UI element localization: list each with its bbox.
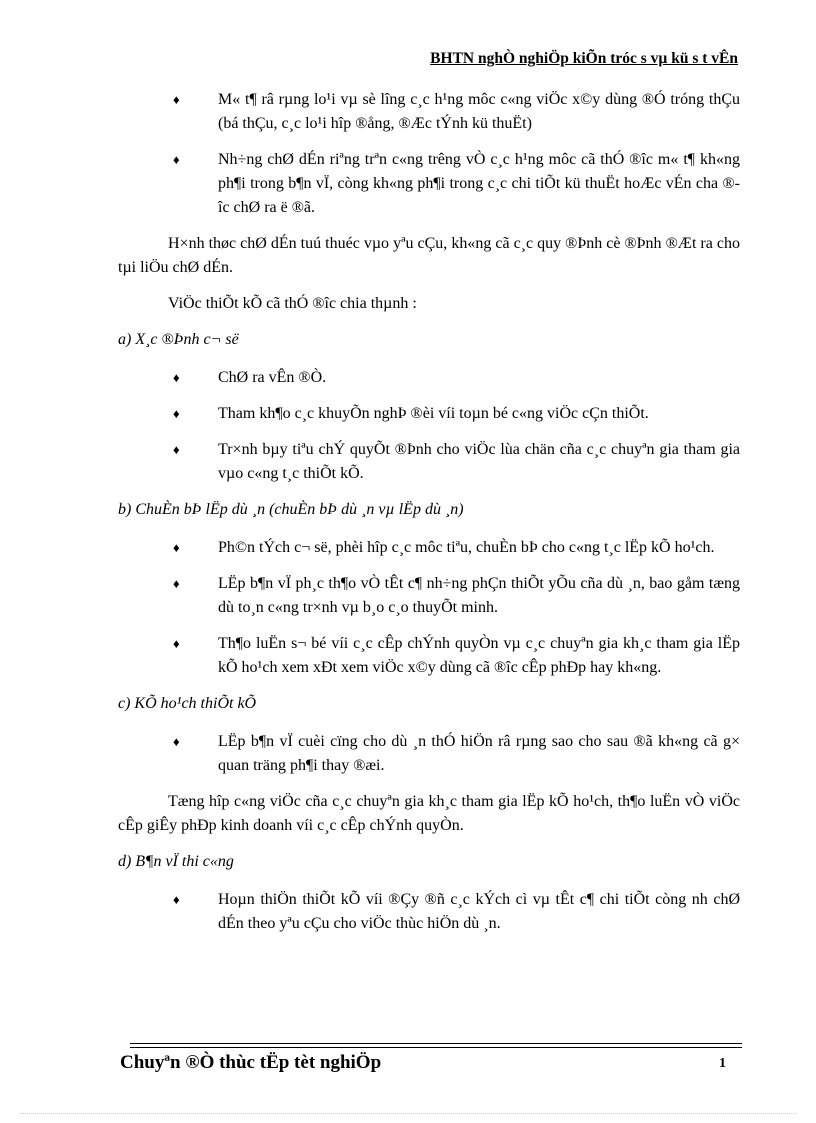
section-heading-b: b) ChuÈn bÞ lËp dù ¸n (chuÈn bÞ dù ¸n vµ lËp dù ¸n) bbox=[118, 501, 464, 518]
paragraph: ViÖc thiÕt kÕ cã thÓ ®îc chia thµnh : bbox=[168, 295, 417, 312]
list-item: ♦ Th¶o luËn s¬ bé víi c¸c cÊp chÝnh quyÒn vµ c¸c chuyªn gia kh¸c tham gia lËp kÕ ho¹ch xem xÐt xem viÖc x©y dùng cã ®îc cÊp phÐp hay kh«ng. bbox=[118, 632, 740, 680]
footer-title: Chuyªn ®Ò thùc tËp tèt nghiÖp bbox=[120, 1052, 382, 1073]
footer-divider bbox=[130, 1043, 742, 1048]
diamond-bullet-icon: ♦ bbox=[173, 406, 180, 421]
page-number: 1 bbox=[719, 1056, 726, 1071]
diamond-bullet-icon: ♦ bbox=[173, 892, 180, 907]
diamond-bullet-icon: ♦ bbox=[173, 576, 180, 591]
list-item: ♦ M« t¶ râ rµng lo¹i vµ sè lîng c¸c h¹ng môc c«ng viÖc x©y dùng ®Ó tróng thÇu (bá thÇu, c¸c lo¹i hîp ®ång, ®Æc tÝnh kü thuËt) bbox=[118, 88, 740, 136]
paragraph: Tæng hîp c«ng viÖc cña c¸c chuyªn gia kh¸c tham gia lËp kÕ ho¹ch, th¶o luËn vÒ viÖc cÊp giÊy phÐp kinh doanh víi c¸c cÊp chÝnh quyÒn. bbox=[118, 793, 740, 834]
list-item: ♦ Nh÷ng chØ dÉn riªng trªn c«ng trêng vÒ c¸c h¹ng môc cã thÓ ®îc m« t¶ kh«ng ph¶i trong b¶n vÏ, còng kh«ng ph¶i trong c¸c chi tiÕt kü thuËt hoÆc vÉn cha ®îc chØ ra ë ®ã. bbox=[118, 148, 740, 220]
section-heading-d: d) B¶n vÏ thi c«ng bbox=[118, 853, 234, 870]
running-header: BHTN nghÒ nghiÖp kiÕn tróc s vµ kü s t vÊn bbox=[430, 50, 738, 67]
list-item: ♦ LËp b¶n vÏ cuèi cïng cho dù ¸n thÓ hiÖn râ rµng sao cho sau ®ã kh«ng cã g× quan träng ph¶i thay ®æi. bbox=[118, 730, 740, 778]
diamond-bullet-icon: ♦ bbox=[173, 636, 180, 651]
diamond-bullet-icon: ♦ bbox=[173, 734, 180, 749]
diamond-bullet-icon: ♦ bbox=[173, 152, 180, 167]
list-item: ♦ LËp b¶n vÏ ph¸c th¶o vÒ tÊt c¶ nh÷ng phÇn thiÕt yÕu cña dù ¸n, bao gåm tæng dù to¸n c«ng tr×nh vµ b¸o c¸o thuyÕt minh. bbox=[118, 572, 740, 620]
diamond-bullet-icon: ♦ bbox=[173, 442, 180, 457]
paragraph: H×nh thøc chØ dÉn tuú thuéc vµo yªu cÇu, kh«ng cã c¸c quy ®Þnh cè ®Þnh ®Æt ra cho tµi liÖu chØ dÉn. bbox=[118, 235, 740, 276]
list-item: ♦ Ph©n tÝch c¬ së, phèi hîp c¸c môc tiªu, chuÈn bÞ cho c«ng t¸c lËp kÕ ho¹ch. bbox=[118, 536, 740, 560]
section-heading-a: a) X¸c ®Þnh c¬ së bbox=[118, 331, 239, 348]
list-item: ♦ Hoµn thiÖn thiÕt kÕ víi ®Çy ®ñ c¸c kÝch cì vµ tÊt c¶ chi tiÕt còng nh chØ dÉn theo yªu cÇu cho viÖc thùc hiÖn dù ¸n. bbox=[118, 888, 740, 936]
diamond-bullet-icon: ♦ bbox=[173, 540, 180, 555]
section-heading-c: c) KÕ ho¹ch thiÕt kÕ bbox=[118, 695, 257, 712]
page-bottom-border bbox=[20, 1113, 796, 1114]
list-item: ♦ Tr×nh bµy tiªu chÝ quyÕt ®Þnh cho viÖc lùa chän cña c¸c chuyªn gia tham gia vµo c«ng t¸c thiÕt kÕ. bbox=[118, 438, 740, 486]
list-item: ♦ Tham kh¶o c¸c khuyÕn nghÞ ®èi víi toµn bé c«ng viÖc cÇn thiÕt. bbox=[118, 402, 740, 426]
diamond-bullet-icon: ♦ bbox=[173, 370, 180, 385]
document-body bbox=[118, 88, 740, 948]
diamond-bullet-icon: ♦ bbox=[173, 92, 180, 107]
list-item: ♦ ChØ ra vÊn ®Ò. bbox=[118, 366, 740, 390]
